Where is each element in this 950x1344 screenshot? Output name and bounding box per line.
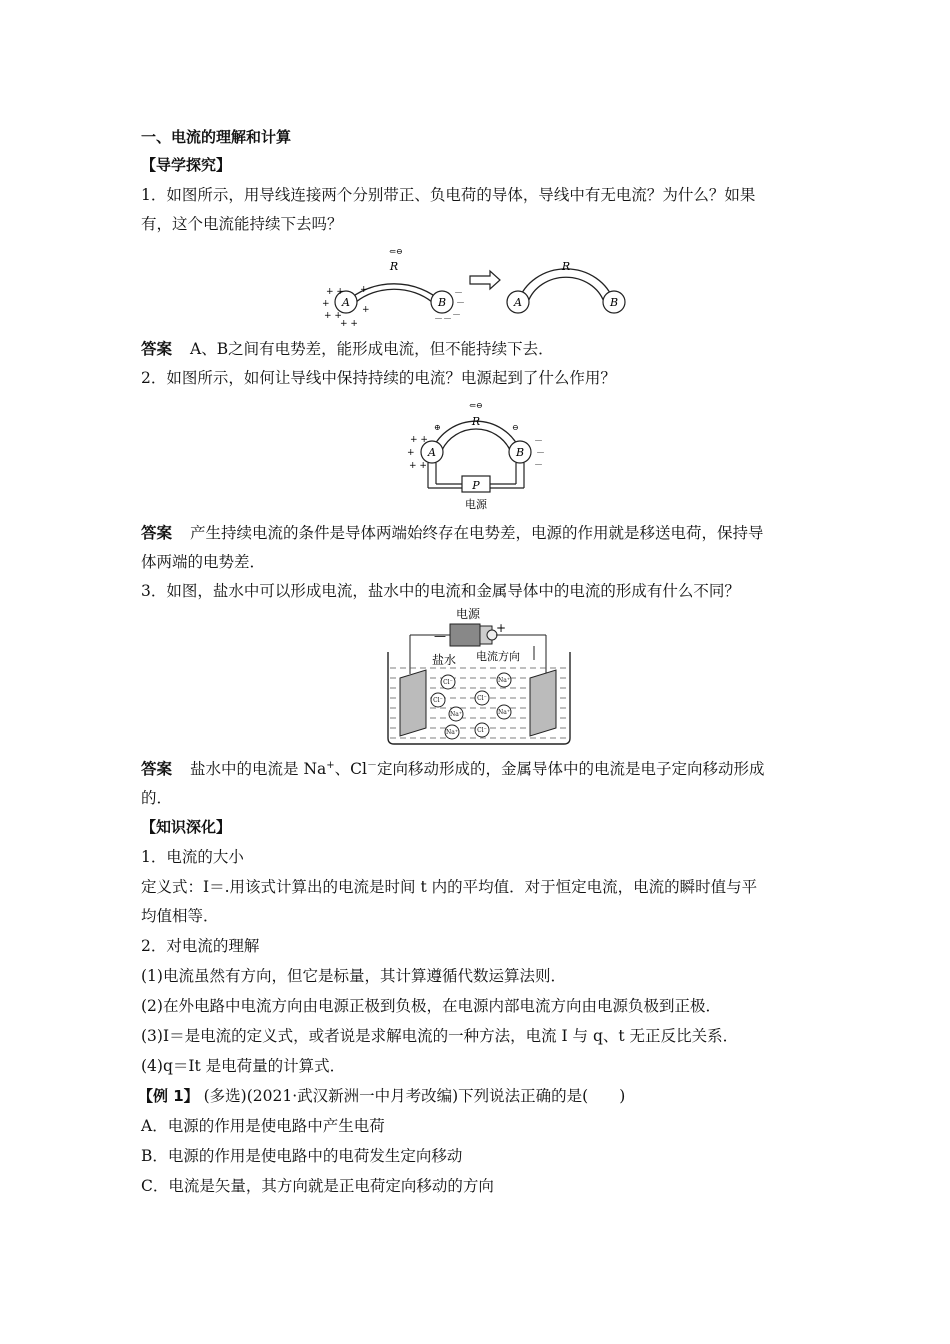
question-3: 3．如图，盐水中可以形成电流，盐水中的电流和金属导体中的电流的形成有什么不同？ (141, 582, 740, 600)
subsection-knowledge: 【知识深化】 (141, 818, 232, 836)
answer-1: 答案 A、B之间有电势差，能形成电流，但不能持续下去． (141, 340, 554, 358)
option-b: B．电源的作用是使电路中的电荷发生定向移动 (141, 1147, 463, 1165)
option-a: A．电源的作用是使电路中产生电荷 (141, 1117, 385, 1135)
svg-text:Cl⁻: Cl⁻ (477, 695, 487, 702)
knowledge-2-2: (2)在外电路中电流方向由电源正极到负极，在电源内部电流方向由电源负极到正极． (141, 997, 721, 1015)
svg-text:+: + (496, 621, 507, 635)
section-title: 一、电流的理解和计算 (141, 128, 292, 146)
svg-text:－: － (452, 311, 462, 321)
question-1-line1: 1．如图所示，用导线连接两个分别带正、负电荷的导体，导线中有无电流？为什么？如果 (141, 186, 756, 204)
figure-salt-water-electrolysis (386, 604, 572, 746)
figure-charged-conductors (318, 240, 638, 330)
svg-text:A: A (514, 296, 522, 309)
svg-text:B: B (609, 296, 619, 309)
svg-text:—: — (434, 629, 446, 643)
answer-3-line1: 答案 盐水中的电流是 Na+、Cl－定向移动形成的，金属导体中的电流是电子定向移动形成 (141, 760, 765, 778)
svg-text:R: R (561, 260, 571, 273)
svg-text:+ +: + + (410, 435, 428, 445)
svg-text:电源: 电源 (465, 498, 487, 511)
svg-text:+ +: + + (340, 319, 358, 329)
svg-text:－: － (454, 289, 464, 299)
svg-text:电流方向: 电流方向 (476, 650, 520, 663)
svg-text:盐水: 盐水 (432, 653, 457, 667)
svg-text:Cl⁻: Cl⁻ (443, 679, 453, 686)
svg-text:⊖: ⊖ (512, 423, 519, 432)
svg-text:P: P (472, 479, 480, 492)
svg-text:Cl⁻: Cl⁻ (477, 727, 487, 734)
svg-text:+: + (360, 285, 368, 295)
svg-text:－: － (456, 299, 466, 309)
answer-2-line2: 体两端的电势差． (141, 553, 266, 571)
example-1: 【例 1】 (多选)(2021·武汉新洲一中月考改编)下列说法正确的是( ) (138, 1087, 626, 1105)
svg-text:A: A (428, 446, 436, 459)
svg-text:R: R (471, 415, 481, 428)
svg-text:Cl⁻: Cl⁻ (433, 697, 443, 704)
svg-text:Na⁺: Na⁺ (498, 677, 510, 684)
fig1-b-label: B (437, 296, 447, 309)
knowledge-2-4: (4)q＝It 是电荷量的计算式． (141, 1057, 346, 1075)
knowledge-2-1: (1)电流虽然有方向，但它是标量，其计算遵循代数运算法则． (141, 967, 566, 985)
answer-2-line1: 答案 产生持续电流的条件是导体两端始终存在电势差，电源的作用就是移送电荷，保持导 (141, 524, 764, 542)
svg-text:－: － (536, 449, 546, 459)
fig1-a-label: A (342, 296, 350, 309)
question-1-line2: 有，这个电流能持续下去吗？ (141, 215, 343, 233)
svg-text:+: + (362, 305, 370, 315)
svg-text:Na⁺: Na⁺ (450, 711, 462, 718)
svg-text:⇐⊖: ⇐⊖ (389, 247, 403, 256)
option-c: C．电流是矢量，其方向就是正电荷定向移动的方向 (141, 1177, 494, 1195)
svg-text:+ +: + + (409, 461, 427, 471)
svg-text:⇐⊖: ⇐⊖ (469, 401, 483, 410)
transition-arrow-icon (470, 271, 500, 289)
fig1-r-label: R (389, 260, 399, 273)
knowledge-1: 1．电流的大小 (141, 848, 244, 866)
question-2: 2．如图所示，如何让导线中保持持续的电流？电源起到了什么作用？ (141, 369, 616, 387)
svg-text:－: － (534, 461, 544, 471)
svg-text:Na⁺: Na⁺ (498, 709, 510, 716)
svg-text:－－: －－ (434, 315, 453, 325)
subsection-guide: 【导学探究】 (141, 156, 232, 174)
knowledge-1-definition-2: 均值相等． (141, 907, 219, 925)
svg-text:－: － (534, 437, 544, 447)
knowledge-1-definition: 定义式：I＝.用该式计算出的电流是时间 t 内的平均值．对于恒定电流，电流的瞬时值与平 (141, 878, 758, 896)
knowledge-2-3: (3)I＝是电流的定义式，或者说是求解电流的一种方法，电流 I 与 q、t 无正反比关系． (141, 1027, 739, 1045)
svg-text:+: + (407, 448, 415, 458)
figure-circuit-with-power (404, 392, 554, 514)
svg-text:⊕: ⊕ (434, 423, 441, 432)
svg-text:电源: 电源 (455, 607, 481, 621)
answer-3-line2: 的． (141, 789, 173, 807)
knowledge-2: 2．对电流的理解 (141, 937, 260, 955)
svg-text:B: B (515, 446, 525, 459)
svg-text:+ +: + + (326, 287, 344, 297)
svg-text:Na⁺: Na⁺ (446, 729, 458, 736)
svg-text:+: + (322, 299, 330, 309)
svg-text:+ +: + + (324, 311, 342, 321)
